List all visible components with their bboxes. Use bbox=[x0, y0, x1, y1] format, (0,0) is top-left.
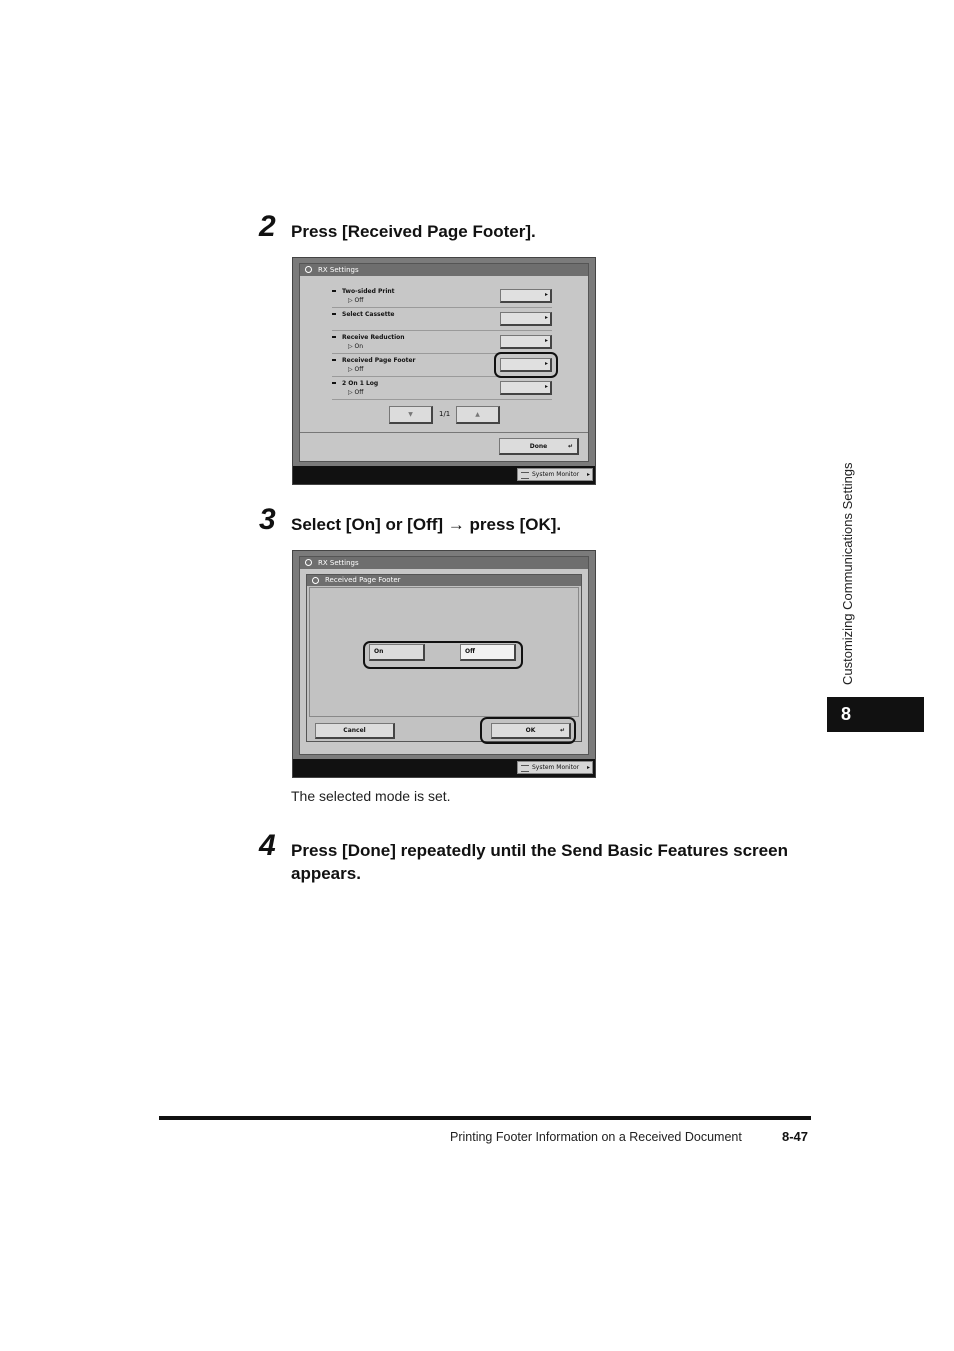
screen-title: RX Settings bbox=[318, 266, 359, 274]
arrow-right-icon: ▸ bbox=[544, 291, 548, 298]
dialog-title-bar bbox=[307, 575, 581, 586]
screen-title-bar bbox=[300, 557, 588, 569]
setting-value: ▷ On bbox=[348, 343, 364, 350]
received-page-footer-screen bbox=[292, 550, 596, 778]
setting-value: ▷ Off bbox=[348, 297, 364, 304]
done-button[interactable] bbox=[499, 438, 579, 455]
setting-value: ▷ Off bbox=[348, 366, 364, 373]
done-label: Done bbox=[529, 443, 548, 450]
arrow-right-icon: ▸ bbox=[586, 764, 590, 771]
highlight-ring bbox=[363, 641, 523, 669]
system-monitor-button[interactable] bbox=[517, 468, 593, 481]
system-monitor-label: System Monitor bbox=[532, 764, 580, 771]
divider bbox=[300, 432, 588, 433]
step-instruction: Press [Received Page Footer]. bbox=[291, 222, 536, 241]
receive-reduction-button[interactable] bbox=[500, 335, 552, 349]
step-number: 4 bbox=[259, 829, 276, 862]
step-instruction: Press [Done] repeatedly until the Send Basic Features screen appears. bbox=[291, 841, 788, 883]
triangle-down-icon: ▼ bbox=[408, 411, 413, 418]
monitor-icon bbox=[521, 472, 529, 479]
page-number: 8-47 bbox=[782, 1129, 809, 1144]
arrow-right-icon: ▸ bbox=[544, 314, 548, 321]
arrow-right-icon: ▸ bbox=[544, 383, 548, 390]
setting-row-2-on-1-log bbox=[332, 378, 552, 400]
monitor-icon bbox=[521, 765, 529, 772]
setting-label: 2 On 1 Log bbox=[342, 380, 379, 387]
dialog-title: Received Page Footer bbox=[325, 576, 401, 584]
screen-status-bar bbox=[293, 466, 595, 484]
setting-label: Receive Reduction bbox=[342, 334, 405, 341]
enter-icon: ↵ bbox=[567, 443, 573, 450]
system-monitor-button[interactable] bbox=[517, 761, 593, 774]
bullet-icon bbox=[332, 382, 336, 384]
settings-icon bbox=[312, 577, 319, 584]
page-indicator: 1/1 bbox=[439, 410, 451, 418]
2-on-1-log-button[interactable] bbox=[500, 381, 552, 395]
setting-label: Received Page Footer bbox=[342, 357, 416, 364]
result-note: The selected mode is set. bbox=[291, 788, 451, 804]
step-instruction: Select [On] or [Off] → press [OK]. bbox=[291, 515, 562, 534]
setting-row-select-cassette bbox=[332, 309, 552, 331]
setting-row-two-sided-print bbox=[332, 286, 552, 308]
arrow-right-icon: ▸ bbox=[544, 360, 548, 367]
screen-title: RX Settings bbox=[318, 559, 359, 567]
rx-settings-screen bbox=[292, 257, 596, 485]
screen-status-bar bbox=[293, 759, 595, 777]
system-monitor-label: System Monitor bbox=[532, 471, 580, 478]
settings-icon bbox=[305, 266, 312, 273]
step-number: 3 bbox=[259, 503, 276, 536]
enter-icon: ↵ bbox=[559, 727, 565, 734]
setting-label: Two-sided Print bbox=[342, 288, 395, 295]
bullet-icon bbox=[332, 336, 336, 338]
cancel-label: Cancel bbox=[343, 727, 366, 734]
off-label: Off bbox=[465, 648, 475, 655]
footer-rule bbox=[159, 1116, 811, 1120]
bullet-icon bbox=[332, 313, 336, 315]
arrow-right-icon: ▸ bbox=[586, 471, 590, 478]
select-cassette-button[interactable] bbox=[500, 312, 552, 326]
chapter-side-title: Customizing Communications Settings bbox=[840, 462, 855, 685]
chapter-tab: 8 bbox=[827, 697, 924, 732]
settings-icon bbox=[305, 559, 312, 566]
page-up-button[interactable] bbox=[456, 406, 500, 424]
highlight-ring bbox=[480, 717, 576, 744]
two-sided-print-button[interactable] bbox=[500, 289, 552, 303]
highlight-ring bbox=[494, 352, 558, 378]
step-number: 2 bbox=[259, 210, 276, 243]
arrow-right-icon: ▸ bbox=[544, 337, 548, 344]
footer-title: Printing Footer Information on a Received Document bbox=[450, 1130, 742, 1144]
setting-row-receive-reduction bbox=[332, 332, 552, 354]
ok-label: OK bbox=[525, 727, 536, 734]
bullet-icon bbox=[332, 290, 336, 292]
cancel-button[interactable] bbox=[315, 723, 395, 739]
setting-value: ▷ Off bbox=[348, 389, 364, 396]
page-down-button[interactable] bbox=[389, 406, 433, 424]
screen-title-bar bbox=[300, 264, 588, 276]
bullet-icon bbox=[332, 359, 336, 361]
on-label: On bbox=[374, 648, 384, 655]
triangle-up-icon: ▲ bbox=[475, 411, 480, 418]
setting-label: Select Cassette bbox=[342, 311, 395, 318]
